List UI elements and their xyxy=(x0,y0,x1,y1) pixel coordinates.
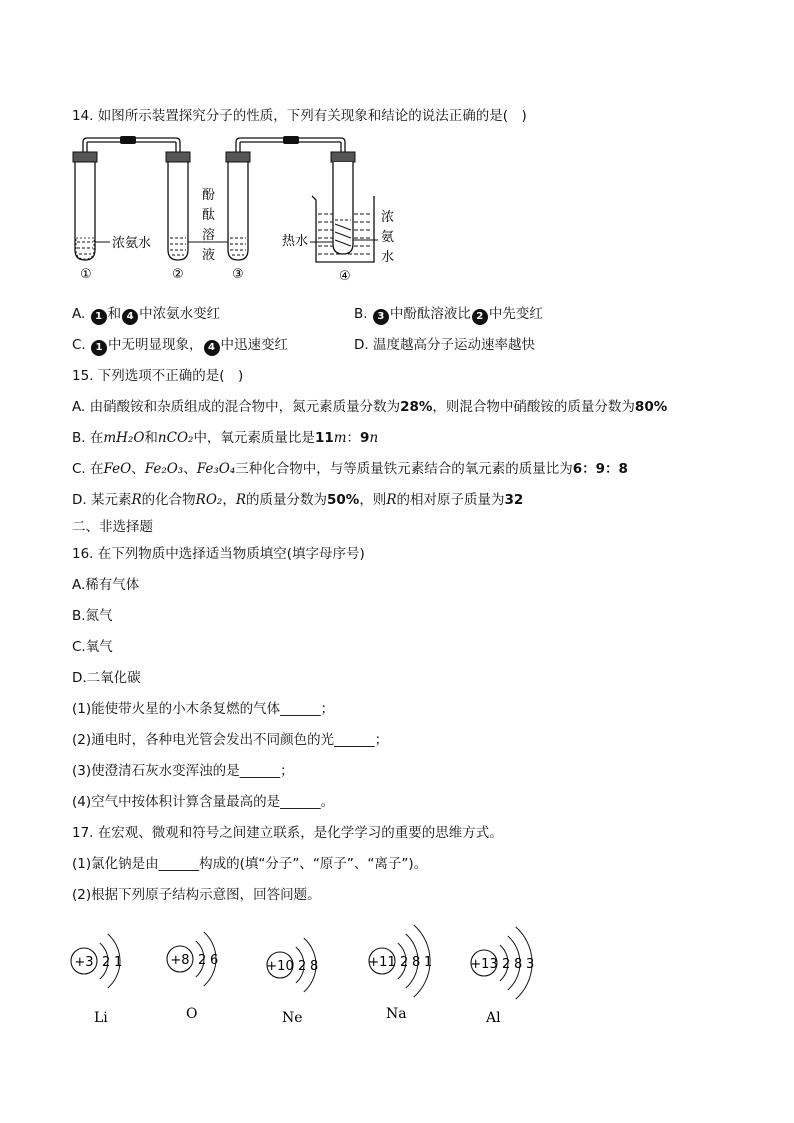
q16-sub-2[interactable]: (2)通电时，各种电光管会发出不同颜色的光______； xyxy=(72,732,389,748)
q16-sub-1[interactable]: (1)能使带火星的小木条复燃的气体______； xyxy=(72,701,335,717)
nucleus-charge: +3 xyxy=(74,955,94,970)
atom-diagram-li xyxy=(71,934,122,1026)
label-conc-ammonia-2a: 浓 xyxy=(381,210,395,225)
element-symbol-ne: Ne xyxy=(282,1010,303,1026)
element-symbol-na: Na xyxy=(386,1006,407,1022)
label-conc-ammonia-2c: 水 xyxy=(381,250,395,265)
label-hot-water: 热水 xyxy=(282,234,309,249)
q16-choice-a: A.稀有气体 xyxy=(72,577,140,593)
circled-number-icon: 1 xyxy=(91,309,107,325)
atom-diagram-na xyxy=(368,925,432,1022)
label-phenol-1: 酚 xyxy=(202,188,216,203)
atom-diagram-al xyxy=(470,927,534,1026)
electron-count: 8 xyxy=(310,959,319,974)
nucleus-charge: +11 xyxy=(368,955,396,970)
q14-stem: 14. 如图所示装置探究分子的性质，下列有关现象和结论的说法正确的是( ) xyxy=(72,108,527,124)
electron-count: 2 xyxy=(102,955,111,970)
rubber-clamp-1 xyxy=(120,136,136,144)
nucleus-charge: +10 xyxy=(266,959,294,974)
q16-sub-4[interactable]: (4)空气中按体积计算含量最高的是______。 xyxy=(72,794,335,810)
electron-count: 6 xyxy=(210,953,219,968)
circled-number-icon: 4 xyxy=(122,309,138,325)
q14-apparatus-figure xyxy=(68,132,408,282)
q16-choice-c: C.氧气 xyxy=(72,639,113,655)
test-tube-4 xyxy=(331,152,355,254)
test-tube-3 xyxy=(226,152,250,260)
q17-sub-2: (2)根据下列原子结构示意图，回答问题。 xyxy=(72,887,321,903)
q16-choice-b: B.氮气 xyxy=(72,608,113,624)
element-symbol-li: Li xyxy=(94,1010,108,1026)
q16-sub-3[interactable]: (3)使澄清石灰水变浑浊的是______； xyxy=(72,763,294,779)
q17-sub-1[interactable]: (1)氯化钠是由______构成的(填“分子”、“原子”、“离子”)。 xyxy=(72,856,428,872)
element-symbol-o: O xyxy=(186,1006,198,1022)
tube-number-2: ② xyxy=(172,267,184,282)
electron-count: 2 xyxy=(400,955,409,970)
atom-diagram-o xyxy=(167,932,218,1022)
q17-stem: 17. 在宏观、微观和符号之间建立联系，是化学学习的重要的思维方式。 xyxy=(72,825,503,841)
electron-count: 1 xyxy=(424,955,433,970)
q15-option-c[interactable]: C. 在FeO、Fe₂O₃、Fe₃O₄三种化合物中，与等质量铁元素结合的氧元素的质量比为6：9：8 xyxy=(72,461,628,477)
q14-option-c[interactable]: C. 1 中无明显现象， 4 中迅速变红 xyxy=(72,333,288,356)
test-tube-2 xyxy=(166,152,190,260)
rubber-clamp-2 xyxy=(283,136,299,144)
electron-count: 3 xyxy=(526,957,535,972)
label-conc-ammonia-2b: 氨 xyxy=(381,230,395,245)
q15-option-d[interactable]: D. 某元素R的化合物RO₂，R的质量分数为50%，则R的相对原子质量为32 xyxy=(72,492,524,508)
q16-stem: 16. 在下列物质中选择适当物质填空(填字母序号) xyxy=(72,546,365,562)
label-phenol-3: 溶 xyxy=(202,228,216,243)
q15-option-a[interactable]: A. 由硝酸铵和杂质组成的混合物中，氮元素质量分数为28%，则混合物中硝酸铵的质量分数为80% xyxy=(72,399,668,415)
q14-option-b[interactable]: B. 3 中酚酞溶液比 2 中先变红 xyxy=(354,302,543,325)
label-phenol-4: 液 xyxy=(202,248,216,263)
q15-option-b[interactable]: B. 在mH₂O和nCO₂中，氧元素质量比是11m：9n xyxy=(72,430,379,446)
atom-diagram-ne xyxy=(266,938,318,1026)
tube-number-4: ④ xyxy=(339,269,351,282)
electron-count: 1 xyxy=(114,955,123,970)
circled-number-icon: 2 xyxy=(472,309,488,325)
test-tube-1 xyxy=(73,152,97,260)
electron-count: 2 xyxy=(298,959,307,974)
electron-count: 2 xyxy=(198,953,207,968)
circled-number-icon: 1 xyxy=(91,340,107,356)
element-symbol-al: Al xyxy=(486,1010,501,1026)
label-phenol-2: 酞 xyxy=(202,208,216,223)
label-conc-ammonia-1: 浓氨水 xyxy=(112,236,152,251)
q16-choice-d: D.二氧化碳 xyxy=(72,670,141,686)
atomic-structure-diagrams xyxy=(68,915,568,1035)
electron-count: 8 xyxy=(514,957,523,972)
electron-count: 8 xyxy=(412,955,421,970)
circled-number-icon: 4 xyxy=(204,340,220,356)
q14-option-a[interactable]: A. 1 和 4 中浓氨水变红 xyxy=(72,302,220,325)
tube-number-1: ① xyxy=(80,267,92,282)
circled-number-icon: 3 xyxy=(373,309,389,325)
q14-option-d[interactable]: D. 温度越高分子运动速率越快 xyxy=(354,337,535,353)
tube-number-3: ③ xyxy=(232,267,244,282)
q15-stem: 15. 下列选项不正确的是( ) xyxy=(72,368,244,384)
section-heading: 二、非选择题 xyxy=(72,519,153,535)
electron-count: 2 xyxy=(502,957,511,972)
nucleus-charge: +13 xyxy=(470,957,498,972)
nucleus-charge: +8 xyxy=(170,953,190,968)
